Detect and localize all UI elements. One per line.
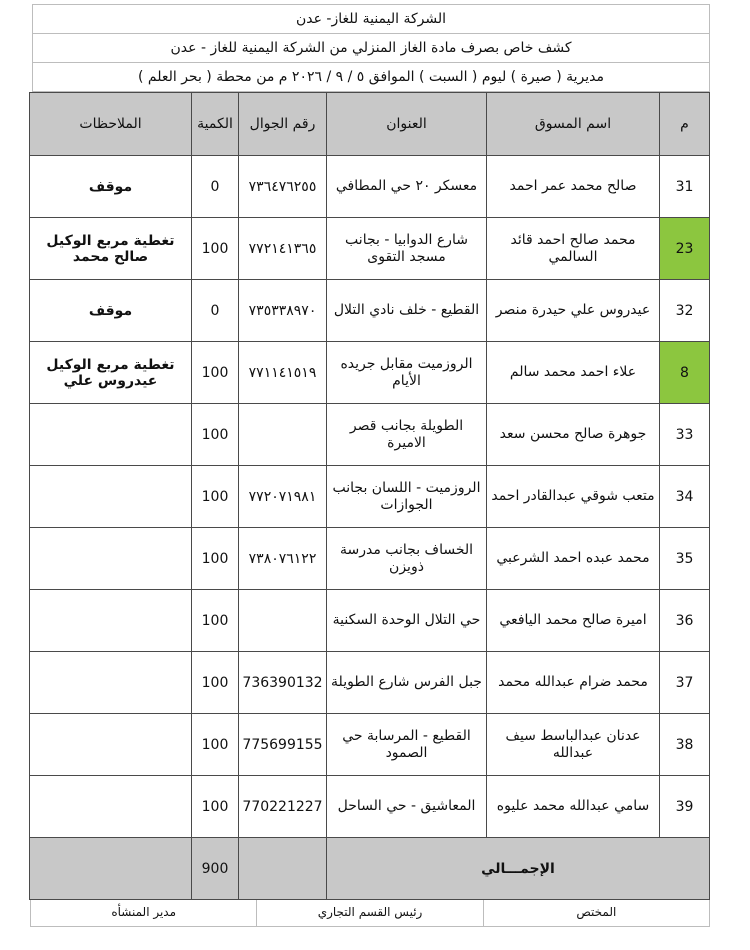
row-no: 32 [660, 280, 710, 342]
row-marketer: اميرة صالح محمد اليافعي [487, 590, 660, 652]
row-marketer: محمد عبده احمد الشرعبي [487, 528, 660, 590]
row-mobile: 775699155 [239, 714, 327, 776]
signature-commercial-head: رئيس القسم التجاري [257, 900, 483, 926]
table-row [30, 466, 710, 528]
row-quantity: 100 [192, 404, 239, 466]
statement-details: مديرية ( صيرة ) ليوم ( السبت ) الموافق ٥ / ٩ / ٢٠٢٦ م من محطة ( بحر العلم ) [32, 62, 710, 92]
row-notes [30, 652, 192, 714]
row-mobile [239, 590, 327, 652]
row-address: معسكر ٢٠ حي المطافي [327, 156, 487, 218]
row-mobile [239, 404, 327, 466]
row-notes [30, 466, 192, 528]
row-marketer: علاء احمد محمد سالم [487, 342, 660, 404]
row-no: 36 [660, 590, 710, 652]
table-row [30, 590, 710, 652]
row-quantity: 0 [192, 156, 239, 218]
row-quantity: 100 [192, 466, 239, 528]
table-header-row [30, 93, 710, 156]
row-no: 38 [660, 714, 710, 776]
row-no: 39 [660, 776, 710, 838]
row-address: الروزميت - اللسان بجانب الجوازات [327, 466, 487, 528]
row-marketer: عيدروس علي حيدرة منصر [487, 280, 660, 342]
total-label: الإجمـــالي [327, 838, 710, 900]
row-no: 33 [660, 404, 710, 466]
row-no: 35 [660, 528, 710, 590]
row-address: جبل الفرس شارع الطويلة [327, 652, 487, 714]
row-quantity: 100 [192, 342, 239, 404]
row-marketer: عدنان عبدالباسط سيف عبدالله [487, 714, 660, 776]
table-row [30, 714, 710, 776]
table-row [30, 776, 710, 838]
row-quantity: 0 [192, 280, 239, 342]
row-quantity: 100 [192, 652, 239, 714]
row-notes [30, 714, 192, 776]
row-notes: موقف [30, 156, 192, 218]
table-row [30, 342, 710, 404]
table-row [30, 156, 710, 218]
table-row [30, 280, 710, 342]
row-mobile: 736390132 [239, 652, 327, 714]
total-mobile-empty [239, 838, 327, 900]
col-header-mobile: رقم الجوال [239, 93, 327, 156]
col-header-quantity: الكمية [192, 93, 239, 156]
row-mobile: ٧٣٦٤٧٦٢٥٥ [239, 156, 327, 218]
row-no: 8 [660, 342, 710, 404]
total-row [30, 838, 710, 900]
col-header-no: م [660, 93, 710, 156]
row-mobile: ٧٣٥٣٣٨٩٧٠ [239, 280, 327, 342]
row-no: 37 [660, 652, 710, 714]
company-title: الشركة اليمنية للغاز- عدن [32, 4, 710, 33]
row-no: 34 [660, 466, 710, 528]
col-header-notes: الملاحظات [30, 93, 192, 156]
row-no: 23 [660, 218, 710, 280]
total-quantity: 900 [192, 838, 239, 900]
row-notes: تغطية مربع الوكيل عيدروس علي [30, 342, 192, 404]
row-address: القطيع - المرسابة حي الصمود [327, 714, 487, 776]
row-mobile: ٧٧٢١٤١٣٦٥ [239, 218, 327, 280]
signature-facility-manager: مدير المنشأه [31, 900, 257, 926]
row-notes [30, 528, 192, 590]
signature-specialist: المختص [576, 905, 617, 919]
signature-footer [30, 900, 710, 927]
row-mobile: ٧٧١١٤١٥١٩ [239, 342, 327, 404]
row-no: 31 [660, 156, 710, 218]
statement-title: كشف خاص بصرف مادة الغاز المنزلي من الشركة اليمنية للغاز - عدن [32, 33, 710, 62]
col-header-address: العنوان [327, 93, 487, 156]
col-header-marketer: اسم المسوق [487, 93, 660, 156]
row-mobile: 770221227 [239, 776, 327, 838]
row-notes [30, 404, 192, 466]
table-row [30, 404, 710, 466]
row-address: الروزميت مقابل جريده الأيام [327, 342, 487, 404]
row-notes [30, 590, 192, 652]
row-address: حي التلال الوحدة السكنية [327, 590, 487, 652]
row-notes: تغطية مربع الوكيل صالح محمد [30, 218, 192, 280]
row-address: الطويلة بجانب قصر الاميرة [327, 404, 487, 466]
row-quantity: 100 [192, 218, 239, 280]
gas-distribution-sheet [32, 4, 710, 927]
row-marketer: سامي عبدالله محمد عليوه [487, 776, 660, 838]
marketers-table [29, 92, 710, 900]
table-row [30, 652, 710, 714]
row-quantity: 100 [192, 776, 239, 838]
table-row [30, 528, 710, 590]
row-quantity: 100 [192, 590, 239, 652]
row-marketer: جوهرة صالح محسن سعد [487, 404, 660, 466]
row-address: المعاشيق - حي الساحل [327, 776, 487, 838]
row-marketer: محمد ضرام عبدالله محمد [487, 652, 660, 714]
row-quantity: 100 [192, 714, 239, 776]
table-row [30, 218, 710, 280]
row-address: الخساف بجانب مدرسة ذويزن [327, 528, 487, 590]
row-mobile: ٧٣٨٠٧٦١٢٢ [239, 528, 327, 590]
row-quantity: 100 [192, 528, 239, 590]
row-marketer: محمد صالح احمد قائد السالمي [487, 218, 660, 280]
row-notes [30, 776, 192, 838]
row-address: شارع الدوابيا - بجانب مسجد التقوى [327, 218, 487, 280]
row-notes: موقف [30, 280, 192, 342]
row-address: القطيع - خلف نادي التلال [327, 280, 487, 342]
row-marketer: متعب شوقي عبدالقادر احمد [487, 466, 660, 528]
row-mobile: ٧٧٢٠٧١٩٨١ [239, 466, 327, 528]
total-notes-empty [30, 838, 192, 900]
row-marketer: صالح محمد عمر احمد [487, 156, 660, 218]
